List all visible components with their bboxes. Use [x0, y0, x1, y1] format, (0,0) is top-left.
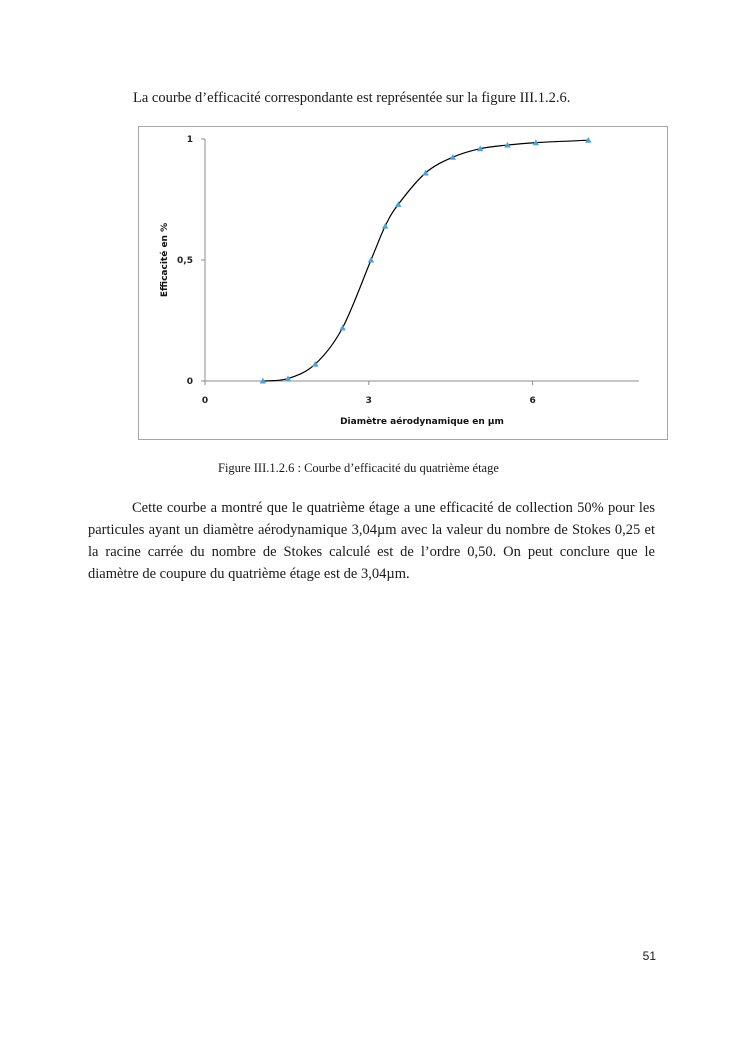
intro-text: La courbe d’efficacité correspondante est représentée sur la figure III.1.2.6. — [133, 90, 571, 106]
y-tick-group — [177, 135, 205, 387]
x-tick-label: 6 — [529, 396, 536, 406]
figure-caption: Figure III.1.2.6 : Courbe d’efficacité du quatrième étage — [218, 461, 499, 475]
efficiency-chart — [139, 127, 669, 441]
body-paragraph: Cette courbe a montré que le quatrième étage a une efficacité de collection 50% pour les particules ayant un diamètre aérodynamique 3,04µm avec la valeur du nombre de Stokes 0,25 et la racine carrée du nombre de Stokes calculé est de l’ordre 0,50. On peut conclure que le diamètre de coupure du quatrième étage est de 3,04µm. — [88, 500, 655, 582]
x-tick-group — [202, 381, 536, 406]
y-tick-label: 0,5 — [177, 256, 193, 266]
data-point-marker — [339, 325, 345, 331]
data-point-marker — [382, 223, 388, 229]
y-tick-label: 1 — [186, 135, 193, 145]
x-axis-title: Diamètre aérodynamique en µm — [340, 417, 504, 427]
x-tick-label: 0 — [201, 396, 209, 406]
figure-frame — [138, 126, 668, 440]
page-number: 51 — [642, 949, 656, 963]
data-point-marker — [368, 257, 374, 263]
efficiency-curve — [263, 140, 588, 381]
data-point-group — [260, 137, 592, 384]
y-tick-label: 0 — [186, 377, 193, 387]
y-axis-title: Efficacité en % — [160, 222, 170, 298]
x-tick-label: 3 — [365, 396, 372, 406]
